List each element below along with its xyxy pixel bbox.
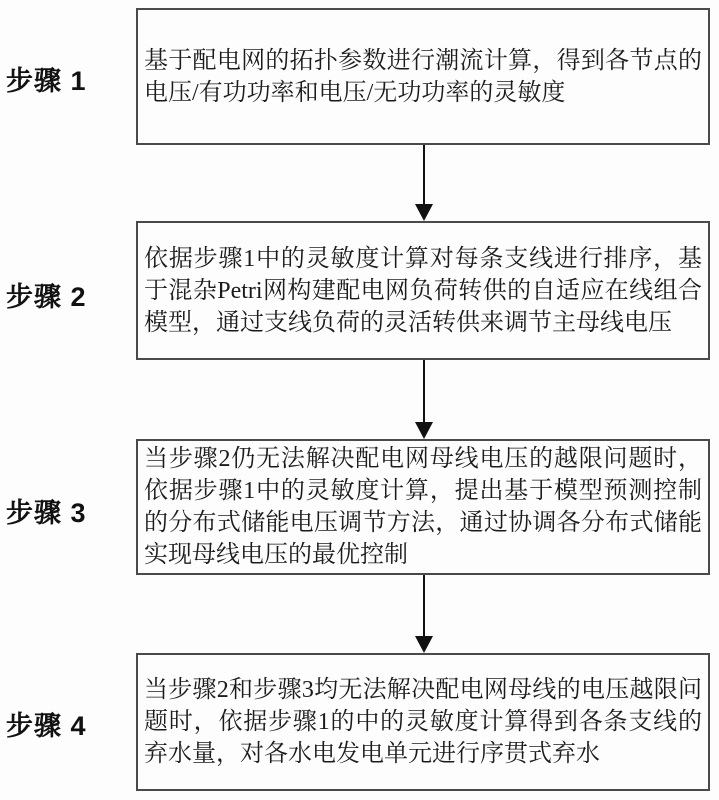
step-1-box [136,8,710,145]
step-3-box [136,439,710,575]
step-4-box [136,653,710,791]
step-4-label: 步骤 4 [6,711,87,741]
step-2-label: 步骤 2 [6,282,87,312]
step-3-text: 当步骤2仍无法解决配电网母线电压的越限问题时，依据步骤1中的灵敏度计算，提出基于模型预测控制的分布式储能电压调节方法，通过协调各分布式储能实现母线电压的最优控制 [144,446,702,568]
step-2-box [136,221,710,360]
arrow-step3-to-step4 [415,575,433,653]
arrow-head-icon [415,204,433,221]
step-2-text: 依据步骤1中的灵敏度计算对每条支线进行排序，基于混杂Petri网构建配电网负荷转供的自适应在线组合模型，通过支线负荷的灵活转供来调节主母线电压 [144,245,702,336]
arrow-head-icon [415,422,433,439]
arrow-step1-to-step2 [415,145,433,221]
arrow-shaft [423,145,425,204]
step-4-text: 当步骤2和步骤3均无法解决配电网母线的电压越限问题时，依据步骤1的中的灵敏度计算得到各条支线的弃水量，对各水电发电单元进行序贯式弃水 [144,677,702,767]
step-3-label: 步骤 3 [6,498,87,528]
step-1-text: 基于配电网的拓扑参数进行潮流计算，得到各节点的电压/有功功率和电压/无功功率的灵敏度 [144,47,702,106]
arrow-shaft [423,360,425,422]
arrow-step2-to-step3 [415,360,433,439]
arrow-head-icon [415,636,433,653]
arrow-shaft [423,575,425,636]
step-1-label: 步骤 1 [6,66,87,96]
